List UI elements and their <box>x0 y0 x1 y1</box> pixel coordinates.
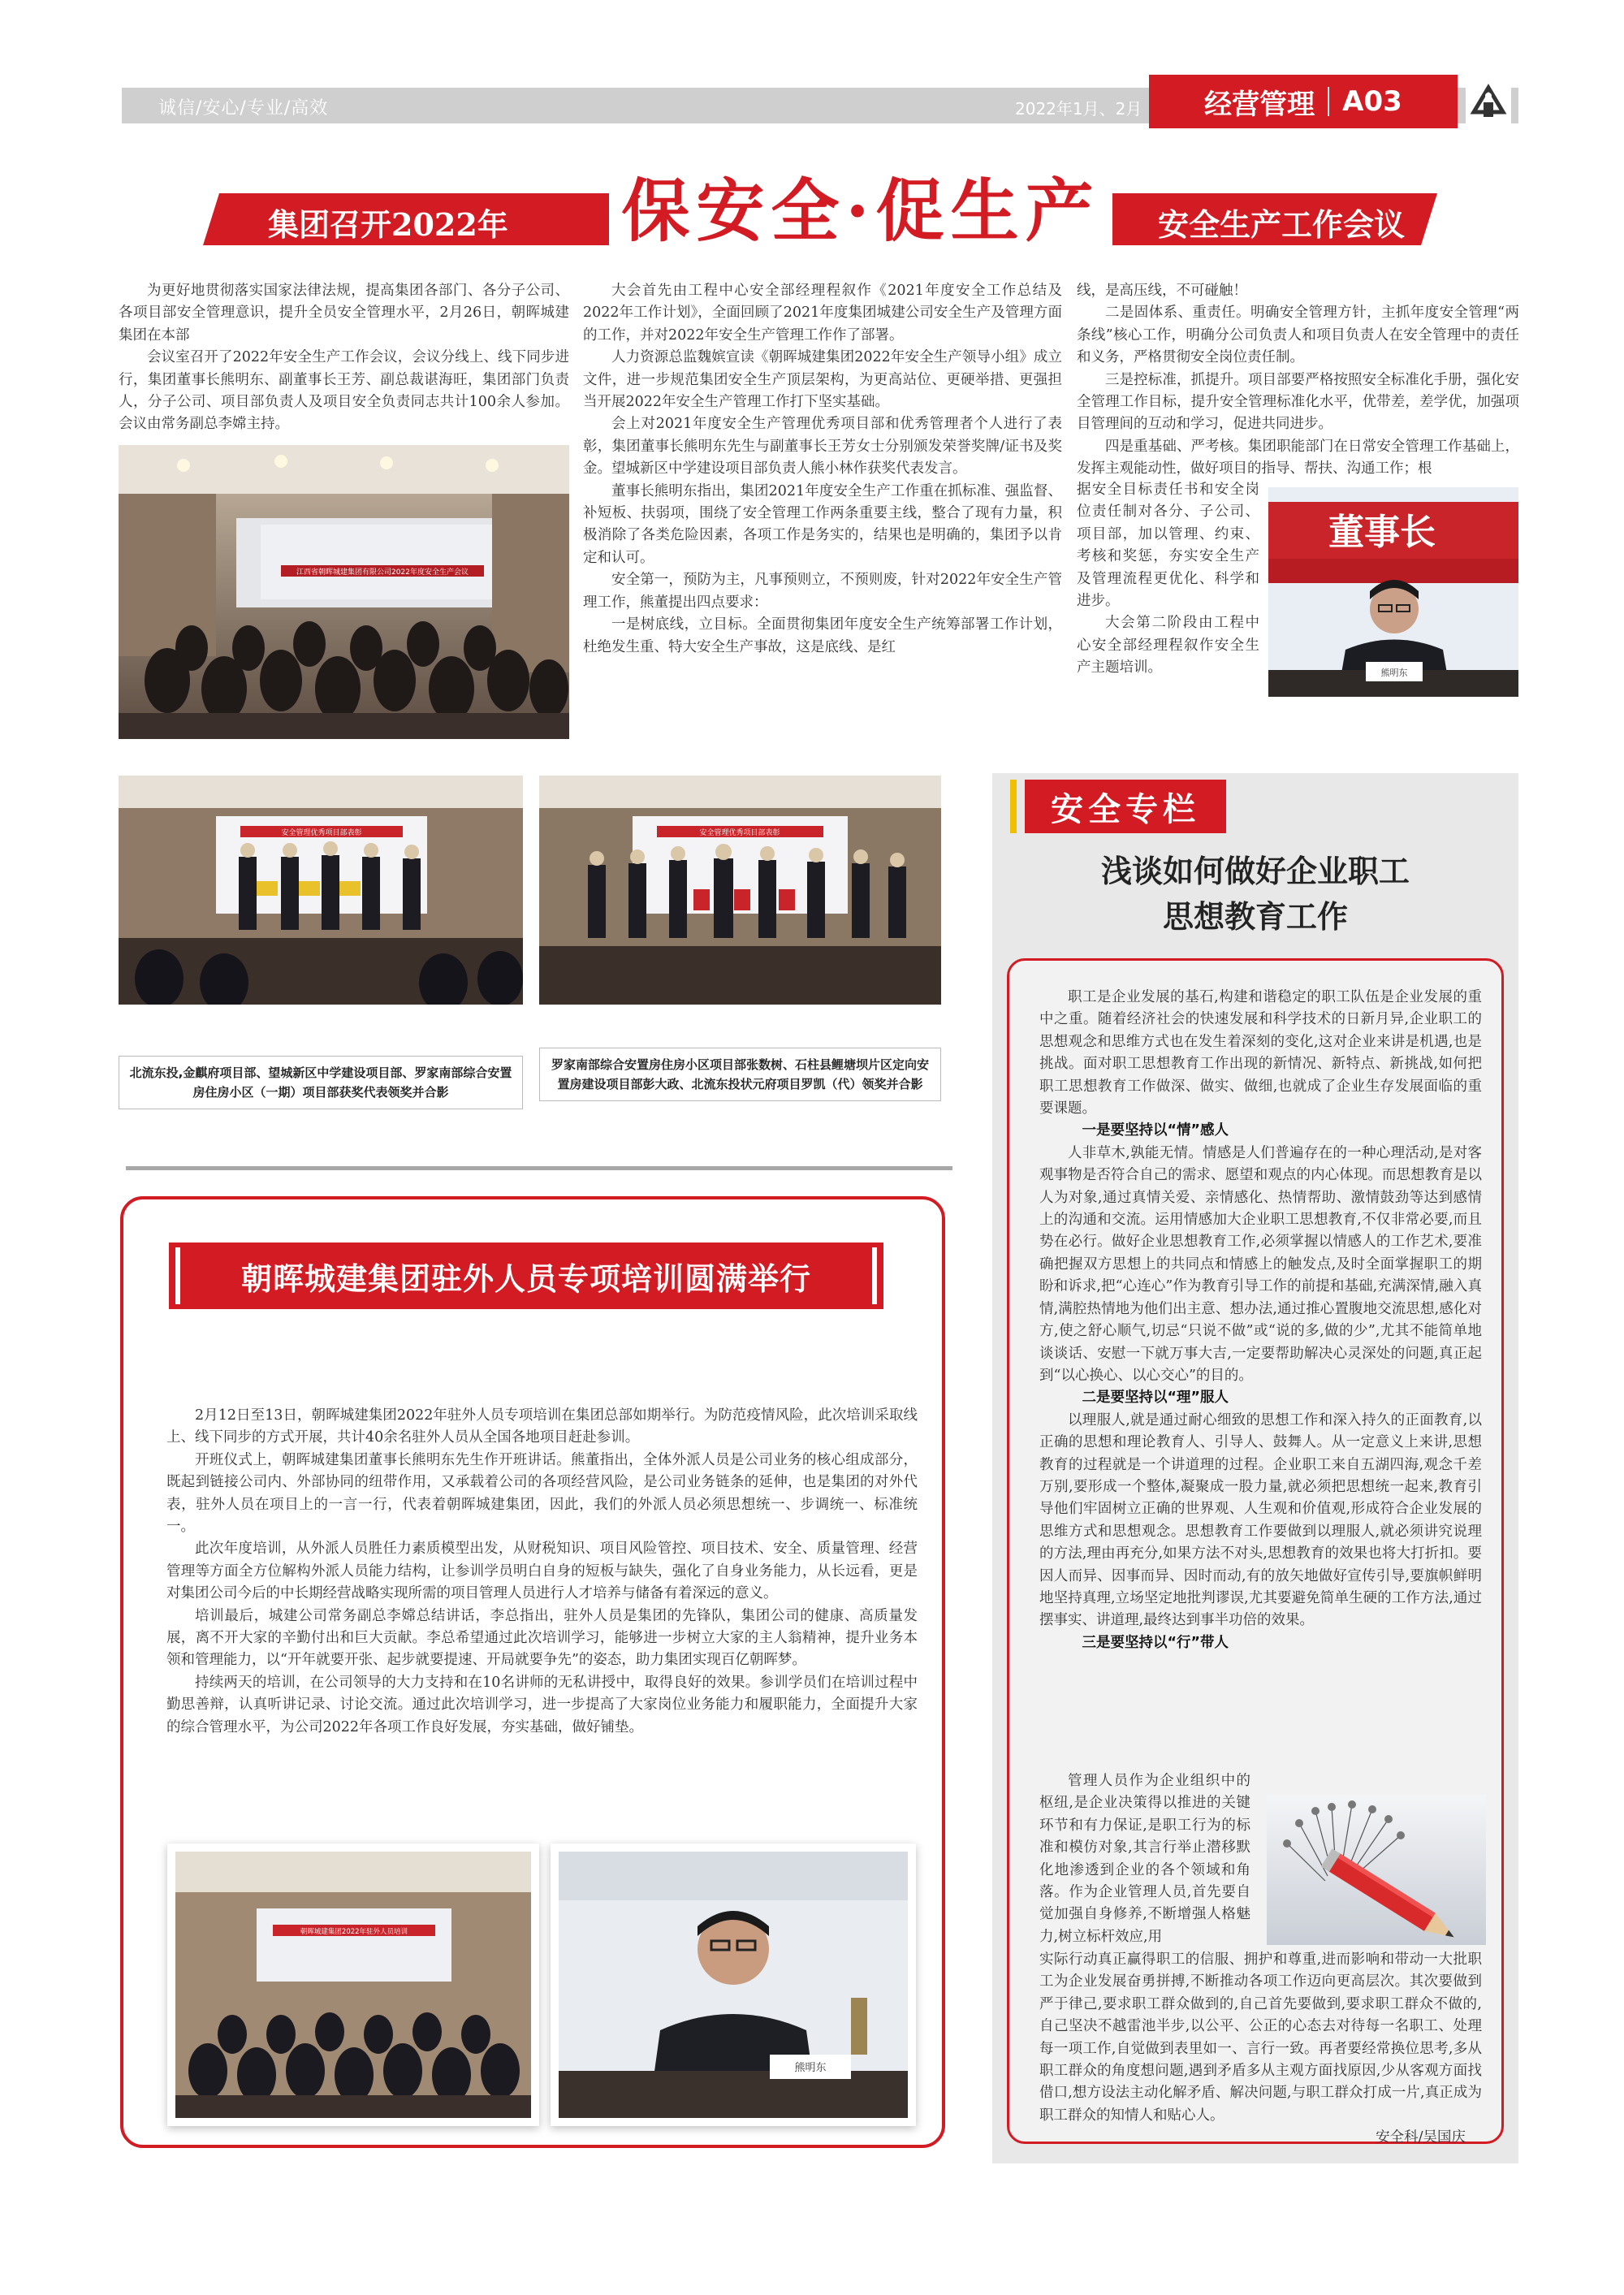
pencil-illustration <box>1267 1795 1486 1945</box>
paragraph: 持续两天的培训，在公司领导的大力支持和在10名讲师的无私讲授中，取得良好的效果。参训学员们在培训过程中勤思善辩，认真听讲记录、讨论交流。通过此次培训学习，进一步提高了大家岗位业务能力和履职能力，全面提升大家的综合管理水平，为公司2022年各项工作良好发展，夯实基础，做好铺垫。 <box>166 1674 918 1735</box>
headline-left: 集团召开2022年 <box>268 206 508 243</box>
paragraph: 培训最后，城建公司常务副总李嫦总结讲话，李总指出，驻外人员是集团的先锋队，集团公司的健康、高质量发展，离不开大家的辛勤付出和巨大贡献。李总希望通过此次培训学习，能够进一步树立大家的主人翁精神，提升业务本领和管理能力，以“开年就要开张、起步就要提速、开局就要争先”的姿态，助力集团实现百亿朝晖梦。 <box>166 1607 918 1669</box>
feature-body <box>1039 987 1482 1654</box>
article1-col1 <box>119 280 569 436</box>
feature-signature: 安全科/吴国庆 <box>1376 2129 1466 2146</box>
award-photo-right <box>539 776 941 1005</box>
section-tab <box>1149 75 1458 128</box>
award-caption-left: 北流东投,金麒府项目部、望城新区中学建设项目部、罗家南部综合安置房住房小区（一期）项目部获奖代表领奖并合影 <box>119 1056 523 1109</box>
paragraph: 大会首先由工程中心安全部经理程叙作《2021年度安全工作总结及2022年工作计划》，全面回顾了2021年度集团城建公司安全生产及管理方面的工作，并对2022年安全生产管理工作作了部署。 <box>583 283 1062 344</box>
feature-title-line1: 浅谈如何做好企业职工 <box>1100 854 1410 889</box>
paragraph: 会议室召开了2022年安全生产工作会议，会议分线上、线下同步进行，集团董事长熊明东、副董事长王芳、副总裁谌海旺，集团部门负责人，分子公司、项目部负责人及项目安全负责同志共计100余人参加。会议由常务副总李嫦主持。 <box>119 349 569 433</box>
issue-date: 2022年1月、2月 <box>1015 99 1142 119</box>
paragraph: 职工是企业发展的基石,构建和谐稳定的职工队伍是企业发展的重中之重。随着经济社会的快速发展和科学技术的日新月异,企业职工的思想观念和思维方式也在发生着深刻的变化,这对企业来讲是机遇,也是挑战。面对职工思想教育工作出现的新情况、新特点、新挑战,如何把职工思想教育工作做深、做实、做细,也就成了企业生存发展面临的重要课题。 <box>1039 989 1482 1117</box>
training-speaker-photo <box>559 1852 908 2118</box>
group-logo-icon <box>1466 80 1511 125</box>
paragraph: 四是重基础、严考核。集团职能部门在日常安全管理工作基础上，发挥主观能动性，做好项目的指导、帮扶、沟通工作；根 <box>1077 438 1519 478</box>
paragraph: 2月12日至13日，朝晖城建集团2022年驻外人员专项培训在集团总部如期举行。为防范疫情风险，此次培训采取线上、线下同步的方式开展，共计40余名驻外人员从全国各地项目赶赴参训。 <box>166 1407 918 1446</box>
award-photo-left <box>119 776 523 1005</box>
training-article-title: 朝晖城建集团驻外人员专项培训圆满举行 <box>169 1243 883 1309</box>
paragraph: 二是固体系、重责任。明确安全管理方针，主抓年度安全管理“两条线”核心工作，明确分公司负责人和项目负责人在安全管理中的责任和义务，严格贯彻安全岗位责任制。 <box>1077 305 1519 366</box>
feature-body-wrap <box>1039 1770 1250 1948</box>
paragraph: 实际行动真正赢得职工的信服、拥护和尊重,进而影响和带动一大批职工为企业发展奋勇拼搏,不断推动各项工作迈向更高层次。其次要做到严于律己,要求职工群众做到的,自己首先要做到,要求职工群众不做的,自己坚决不越雷池半步,以公平、公正的心态去对待每一名职工、处理每一项工作,自觉做到表里如一、言行一致。再者要经常换位思考,多从职工群众的角度想问题,遇到矛盾多从主观方面找原因,少从客观方面找借口,想方设法主动化解矛盾、解决问题,与职工群众打成一片,真正成为职工群众的知情人和贴心人。 <box>1039 1951 1482 2124</box>
paragraph: 据安全目标责任书和安全岗位责任制对各分、子公司、项目部，加以管理、约束、考核和奖惩，夯实安全生产及管理流程更优化、科学和进步。 <box>1077 482 1259 610</box>
feature-subheading-3: 三是要坚持以“行”带人 <box>1082 1634 1229 1651</box>
training-photo-frame-left <box>167 1843 539 2126</box>
safety-column-tag: 安全专栏 <box>1025 780 1226 833</box>
paragraph: 大会第二阶段由工程中心安全部经理程叙作安全生产主题培训。 <box>1077 615 1259 676</box>
feature-body-rest <box>1039 1949 1482 2150</box>
headline-main: 保安全·促生产 <box>609 153 1112 258</box>
paragraph: 此次年度培训，从外派人员胜任力素质模型出发，从财税知识、项目风险管控、项目技术、安全、质量管理、经营管理等方面全方位解构外派人员能力结构，让参训学员明白自身的短板与缺失，强化了自身业务能力，从长远看，更是对集团公司今后的中长期经营战略实现所需的项目管理人员进行人才培养与储备有着深远的意义。 <box>166 1541 918 1602</box>
feature-title <box>992 849 1518 940</box>
meeting-hall-photo <box>119 445 569 739</box>
paragraph: 线，是高压线，不可碰触！ <box>1077 283 1247 299</box>
paragraph: 安全第一，预防为主，凡事预则立，不预则废，针对2022年安全生产管理工作，熊董提出四点要求： <box>583 572 1062 611</box>
header-slogan: 诚信/安心/专业/高效 <box>158 98 329 119</box>
paragraph: 董事长熊明东指出，集团2021年度安全生产工作重在抓标准、强监督、补短板、扶弱项，围绕了安全管理工作两条重要主线，整合了现有力量，积极消除了各类危险因素，各项工作是务实的，结果也是明确的，集团予以肯定和认可。 <box>583 482 1062 566</box>
training-banner-text: 朝晖城建集团2022年驻外人员培训 <box>300 1928 408 1936</box>
paragraph: 一是树底线，立目标。全面贯彻集团年度安全生产统筹部署工作计划，杜绝发生重、特大安全生产事故，这是底线、是红 <box>583 616 1062 655</box>
section-divider <box>126 1166 952 1170</box>
training-hall-photo <box>175 1852 531 2118</box>
section-separator <box>1328 87 1329 116</box>
award-banner-text-right: 安全管理优秀项目部表彰 <box>699 829 780 837</box>
paragraph: 会上对2021年度安全生产管理优秀项目部和优秀管理者个人进行了表彰，集团董事长熊明东先生与副董事长王芳女士分别颁发荣誉奖牌/证书及奖金。望城新区中学建设项目部负责人熊小林作获奖代表发言。 <box>583 416 1062 478</box>
award-caption-right: 罗家南部综合安置房住房小区项目部张数树、石柱县鲤塘坝片区定向安置房建设项目部彭大政、北流东投状元府项目罗凯（代）领奖并合影 <box>539 1048 941 1101</box>
paragraph: 人非草木,孰能无情。情感是人们普遍存在的一种心理活动,是对客观事物是否符合自己的需求、愿望和观点的内心体现。而思想教育是以人为对象,通过真情关爱、亲情感化、热情帮助、激情鼓劲等达到感情上的沟通和交流。运用情感加大企业职工思想教育,不仅非常必要,而且势在必行。做好企业思想教育工作,必须掌握以情感人的工作艺术,要准确把握双方思想上的共同点和情感上的触发点,及时全面掌握职工的期盼和诉求,把“心连心”作为教育引导工作的前提和基础,充满深情,融入真情,满腔热情地为他们出主意、想办法,通过推心置腹地交流思想,感化对方,使之舒心顺气,切忌“只说不做”或“说的多,做的少”,尤其不能简单地谈谈话、安慰一下就万事大吉,一定要帮助解决心灵深处的问题,真正起到“以心换心、以心交心”的目的。 <box>1039 1144 1482 1384</box>
article1-col3-top <box>1077 280 1519 481</box>
article1-col2 <box>583 280 1062 659</box>
meeting-banner-text: 江西省朝晖城建集团有限公司2022年度安全生产会议 <box>296 568 469 577</box>
feature-subheading-1: 一是要坚持以“情”感人 <box>1082 1122 1229 1139</box>
training-photo-frame-right <box>551 1843 916 2126</box>
chairman-speaker-photo <box>1268 487 1518 697</box>
article1-col3-wrap <box>1077 479 1259 680</box>
page-number: A03 <box>1342 85 1402 118</box>
award-banner-text-left: 安全管理优秀项目部表彰 <box>281 829 362 837</box>
paragraph: 人力资源总监魏嫔宣读《朝晖城建集团2022年安全生产领导小组》成立文件，进一步规范集团安全生产顶层架构，为更高站位、更硬举措、更强担当开展2022年安全生产管理工作打下坚实基础。 <box>583 349 1062 411</box>
paragraph: 以理服人,就是通过耐心细致的思想工作和深入持久的正面教育,以正确的思想和理论教育人、引导人、鼓舞人。从一定意义上来讲,思想教育的过程就是一个讲道理的过程。企业职工来自五湖四海,观念千差万别,要形成一个整体,凝聚成一股力量,就必须把思想统一起来,教育引导他们牢固树立正确的世界观、人生观和价值观,形成符合企业发展的思维方式和思想观念。思想教育工作要做到以理服人,就必须讲究说理的方法,理由再充分,如果方法不对头,思想教育的效果也将大打折扣。要因人而异、因事而异、因时而动,有的放矢地做好宣传引导,要旗帜鲜明地坚持真理,立场坚定地批判谬误,尤其要避免简单生硬的工作方法,通过摆事实、讲道理,最终达到事半功倍的效果。 <box>1039 1411 1482 1629</box>
training-article-body <box>166 1405 918 1739</box>
speaker-banner-text: 董事长 <box>1328 512 1436 553</box>
paragraph: 开班仪式上，朝晖城建集团董事长熊明东先生作开班讲话。熊董指出，全体外派人员是公司业务的核心组成部分，既起到链接公司内、外部协同的纽带作用，又承载着公司的各项经营风险，是公司业务链条的延伸，也是集团的对外代表，驻外人员在项目上的一言一行，代表着朝晖城建集团，因此，我们的外派人员必须思想统一、步调统一、标准统一。 <box>166 1451 918 1536</box>
training-nameplate-text: 熊明东 <box>794 2062 827 2074</box>
feature-subheading-2: 二是要坚持以“理”服人 <box>1082 1390 1229 1407</box>
feature-title-line2: 思想教育工作 <box>1162 899 1348 935</box>
section-name: 经营管理 <box>1204 88 1315 121</box>
headline-right: 安全生产工作会议 <box>1157 206 1405 243</box>
paragraph: 三是控标准，抓提升。项目部要严格按照安全标准化手册，强化安全管理工作目标，提升安全管理标准化水平，优带差，差学优，加强项目管理间的互动和学习，促进共同进步。 <box>1077 371 1519 433</box>
paragraph: 为更好地贯彻落实国家法律法规，提高集团各部门、各分子公司、各项目部安全管理意识，提升全员安全管理水平，2月26日，朝晖城建集团在本部 <box>119 283 569 344</box>
nameplate-text: 熊明东 <box>1380 668 1408 678</box>
paragraph: 管理人员作为企业组织中的枢纽,是企业决策得以推进的关键环节和有力保证,是职工行为的标准和模仿对象,其言行举止潜移默化地渗透到企业的各个领域和角落。作为企业管理人员,首先要自觉加强自身修养,不断增强人格魅力,树立标杆效应,用 <box>1039 1773 1250 1945</box>
